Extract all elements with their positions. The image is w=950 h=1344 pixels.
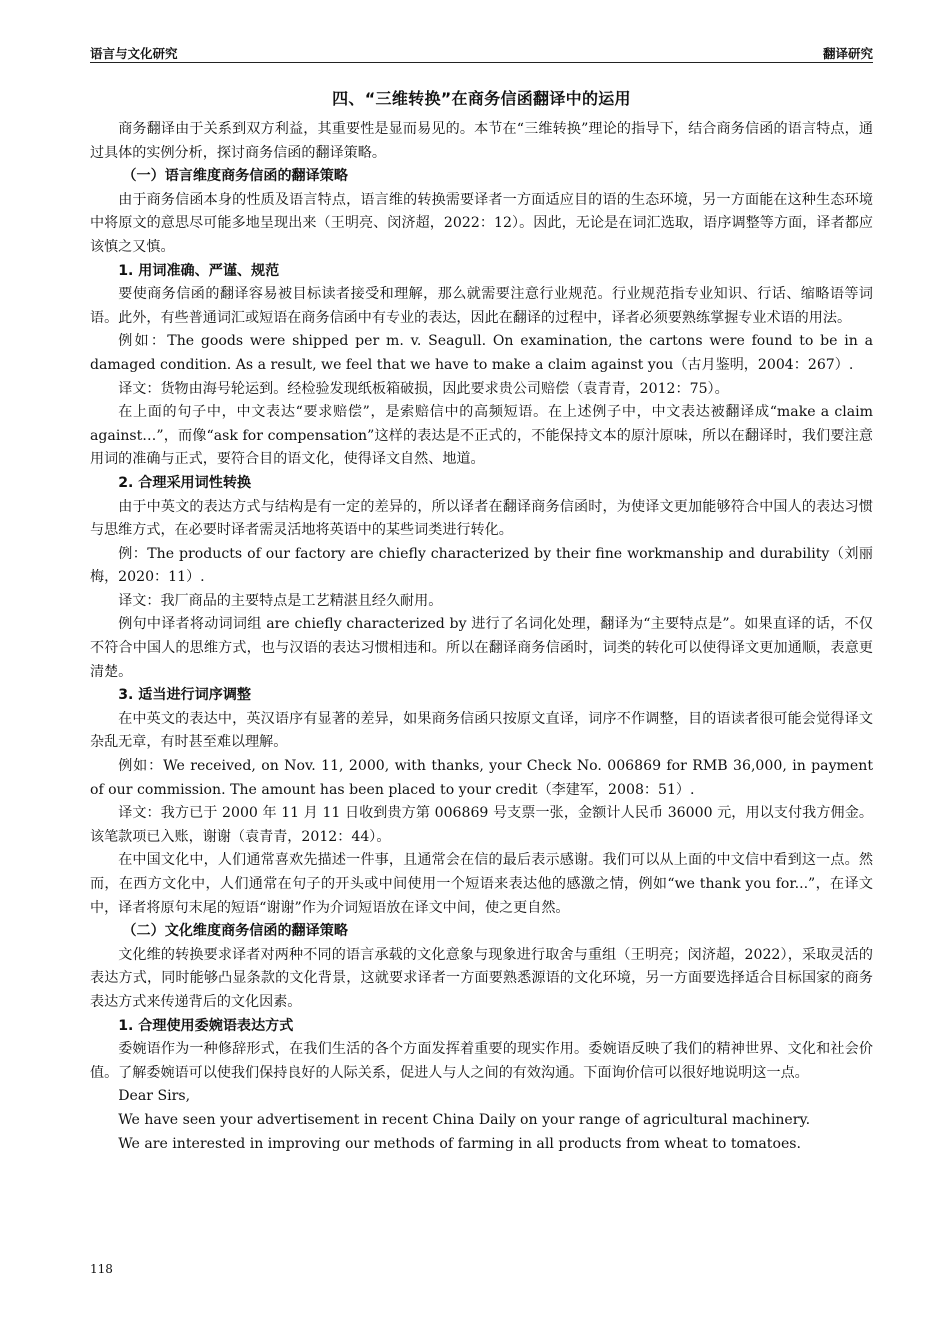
subsection-title-culture: （二）文化维度商务信函的翻译策略 (122, 923, 348, 940)
subsection-title-language: （一）语言维度商务信函的翻译策略 (122, 168, 348, 185)
example: 例如：The goods were shipped per m. v. Seagull. On examination, the cartons were found to be in a damaged condition. As a result, we feel that we have to make a claim against you（古月鉴明，2004：267）. (90, 333, 873, 373)
paragraph: 委婉语作为一种修辞形式，在我们生活的各个方面发挥着重要的现实作用。委婉语反映了我们的精神世界、文化和社会价值。了解委婉语可以使我们保持良好的人际关系，促进人与人之间的有效沟通。下面询价信可以很好地说明这一点。 (90, 1041, 873, 1081)
point-title: 3. 适当进行词序调整 (118, 687, 252, 704)
section-intro: 商务翻译由于关系到双方利益，其重要性是显而易见的。本节在“三维转换”理论的指导下，结合商务信函的语言特点，通过具体的实例分析，探讨商务信函的翻译策略。 (90, 121, 873, 161)
paragraph: 在中英文的表达中，英汉语序有显著的差异，如果商务信函只按原文直译，词序不作调整，目的语读者很可能会觉得译文杂乱无章，有时甚至难以理解。 (90, 710, 873, 751)
analysis: 例句中译者将动词词组 are chiefly characterized by 进行了名词化处理，翻译为“主要特点是”。如果直译的话，不仅不符合中国人的思维方式，也与汉语的表达习惯相违和。所以在翻译商务信函时，词类的转化可以使得译文更加通顺，表意更清楚。 (90, 616, 873, 680)
page-number: 118 (90, 1262, 113, 1276)
paragraph: 要使商务信函的翻译容易被目标读者接受和理解，那么就需要注意行业规范。行业规范指专业知识、行话、缩略语等词语。此外，有些普通词汇或短语在商务信函中有专业的表达，因此在翻译的过程中，译者必须要熟练掌握专业术语的用法。 (90, 286, 873, 326)
paragraph: 由于中英文的表达方式与结构是有一定的差异的，所以译者在翻译商务信函时，为使译文更加能够符合中国人的表达习惯与思维方式，在必要时译者需灵活地将英语中的某些词类进行转化。 (90, 498, 873, 539)
paragraph: 文化维的转换要求译者对两种不同的语言承载的文化意象与现象进行取舍与重组（王明亮；闵济超，2022），采取灵活的表达方式，同时能够凸显条款的文化背景，这就要求译者一方面要熟悉源语的文化环境，另一方面要选择适合目标国家的商务表达方式来传递背后的文化因素。 (90, 946, 873, 1010)
analysis: 在中国文化中，人们通常喜欢先描述一件事，且通常会在信的最后表示感谢。我们可以从上面的中文信中看到这一点。然而，在西方文化中，人们通常在句子的开头或中间使用一个短语来表达他的感激之情，例如“we thank you for...”，在译文中，译者将原句末尾的短语“谢谢”作为介词短语放在译文中间，使之更自然。 (90, 852, 873, 916)
point-title: 1. 合理使用委婉语表达方式 (118, 1017, 294, 1034)
section-title: 四、“三维转换”在商务信函翻译中的运用 (332, 89, 631, 108)
translation: 译文：我厂商品的主要特点是工艺精湛且经久耐用。 (118, 592, 443, 609)
letter-line: We are interested in improving our methods of farming in all products from wheat to tomatoes. (118, 1135, 802, 1152)
column-name: 翻译研究 (822, 46, 873, 61)
journal-name: 语言与文化研究 (90, 46, 178, 61)
running-header (90, 38, 873, 63)
paragraph: 由于商务信函本身的性质及语言特点，语言维的转换需要译者一方面适应目的语的生态环境，另一方面能在这种生态环境中将原文的意思尽可能多地呈现出来（王明亮、闵济超，2022：12）。因此，无论是在词汇选取，语序调整等方面，译者都应该慎之又慎。 (90, 191, 873, 255)
article-body (90, 86, 873, 1156)
example: 例如：We received, on Nov. 11, 2000, with thanks, your Check No. 006869 for RMB 36,000, in payment of our commission. The amount has been placed to your credit（李建军，2008：51）. (90, 758, 873, 798)
letter-line: We have seen your advertisement in recent China Daily on your range of agricultural machinery. (118, 1111, 811, 1128)
letter-line: Dear Sirs, (118, 1088, 191, 1105)
example: 例：The products of our factory are chiefly characterized by their fine workmanship and durability（刘丽梅，2020：11）. (90, 545, 873, 586)
translation: 译文：货物由海号轮运到。经检验发现纸板箱破损，因此要求贵公司赔偿（袁青青，2012：75）。 (118, 380, 729, 397)
point-title: 2. 合理采用词性转换 (118, 474, 252, 491)
analysis: 在上面的句子中，中文表达“要求赔偿”，是索赔信中的高频短语。在上述例子中，中文表达被翻译成“make a claim against…”，而像“ask for compensation”这样的表达是不正式的，不能保持文本的原汁原味，所以在翻译时，我们要注意用词的准确与正式，要符合目的语文化，使得译文自然、地道。 (90, 404, 873, 468)
point-title: 1. 用词准确、严谨、规范 (118, 262, 280, 279)
translation: 译文：我方已于 2000 年 11 月 11 日收到贵方第 006869 号支票一张，金额计人民币 36000 元，用以支付我方佣金。该笔款项已入账，谢谢（袁青青，2012：44）。 (90, 805, 873, 845)
